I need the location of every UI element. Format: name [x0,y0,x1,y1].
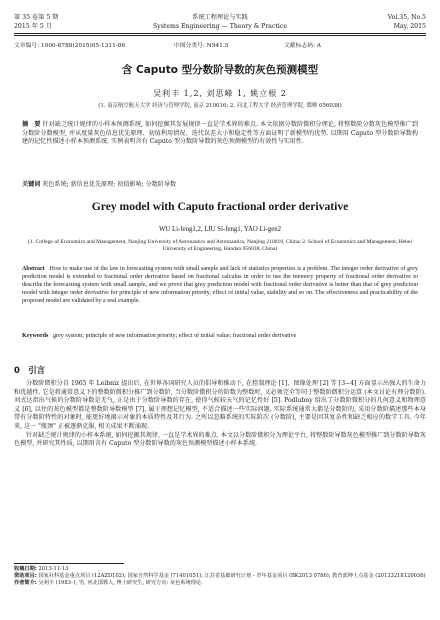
keywords-en-label: Keywords [22,333,49,339]
header-rule-top [14,33,426,34]
title-chinese: 含 Caputo 型分数阶导数的灰色预测模型 [121,64,319,76]
document-code: 文献标志码: A [284,43,321,49]
keywords-chinese [22,181,418,190]
header-volume-en: Vol.35, No.5 [387,14,426,21]
authors-chinese: 吴利丰 1,2, 刘思峰 1, 姚立根 2 [153,89,287,98]
keywords-cn-text: 灰色系统; 新信息优先原理; 初值影响; 分数阶导数 [42,181,177,188]
footnote-rule [14,563,124,564]
header-date-cn: 2015 年 5 月 [14,23,52,30]
affiliation-english: (1. College of Economics and Management, Nanjing University of Aeronautics and Astronautics, Nanjing 210016, China; 2. School of Economics and Management, Hebei University of Engineering, Handan 056038, China) [28,239,412,253]
footnote [14,566,426,588]
keywords-cn-label: 关键词 [22,181,41,188]
header-journal-cn: 系统工程理论与实践 [192,14,248,21]
fund-label: 资助项目: [14,573,37,580]
affiliation-chinese: (1. 南京航空航天大学 经济与管理学院, 南京 210016; 2. 河北工程大学 经济管理学院, 邯郸 056038) [98,103,342,109]
abstract-cn-label: 摘 要 [22,121,41,128]
author-label: 作者简介: [14,580,37,587]
header-journal-en: Systems Engineering — Theory & Practice [152,23,288,30]
header-date-en: May, 2015 [393,23,426,30]
abstract-english [22,265,418,305]
title-english: Grey model with Caputo fractional order derivative [91,200,349,213]
body-text [14,380,426,449]
fund-text: 国家社科基金重点项目 (12AZD102); 国家自然科学基金 (71401051); 江苏省基础研究计划 - 青年基金项目 (BK2013 0786); 教育部博士点基金 (20133218120036) [38,573,426,580]
keywords-english [22,332,418,340]
body-paragraph: 分数阶微积分自 1965 年 Leibniz 提出后, 在世界各国研究人员的倡导和推动下, 在控制理论 [1]、图像处理 [2] 等 [3−4] 方面显示出强大的生命力和优越性. 它是将通常意义下的整数阶微积分推广到分数阶, 当分数阶微积分的阶数为整数时, 又必须完全等同于整数阶微积分运算 (本文讨论有理分数阶). 刘式达指出气候的分数阶导数是无气, 正是由于分数阶导数的存在, 使得气候较天气的记忆性好 [5]. Podlubny 给出了分数阶微积分的几何意义和物理意义 [6], 以往的灰色模型都是整数阶导数模型 [7], 属于理想记忆模型, 不适合描述一些实际问题. 实际系统通常大都是分数阶的, 采用分数阶描述那些本身带有分数阶特性的对象时, 能更好地揭示对象的本质特性及其行为. 之所以忽略系统的实际阶次 (分数阶), 主要是因其复杂性和缺乏相应的数学工具. 今年来, 这一 "瓶颈" 正被逐渐克服, 相关成果不断涌现. [14,380,426,430]
author-bio: 吴利丰 (1983–), 男, 河北邯郸人, 博士研究生, 研究方向: 灰色系统理论. [38,580,203,587]
keywords-en-text: grey system; principle of new information priority; effect of initial value; fractional order derivative [52,333,297,339]
footnote-author [14,580,426,587]
abstract-chinese [22,121,418,147]
clc-number: 中图分类号: N941.5 [174,43,229,49]
section-heading-introduction: 0 引言 [14,365,45,375]
abstract-en-text: How to make use of the law in forecasting system with small sample and lack of statistics properties is a problem. The integer order derivative of grey prediction model is extended to fractional order derivative based on fractional calculus in order to use the memory property of fractional order derivative to describe the forecasting system with small sample, and we prove that grey prediction model with fractional order derivative is better than that of grey prediction model with integer order derivative for principle of new information priority, effect of initial value, stability and so on. The effectiveness and practicability of the proposed model are validated by a real example. [22,266,418,305]
authors-english: WU Li-feng1,2, LIU Si-feng1, YAO Li-gen2 [158,226,282,233]
header-volume-cn: 第 35 卷第 5 期 [14,14,59,21]
received-date: 2013-11-13 [38,566,69,572]
abstract-cn-text: 针对缺乏统计规律的小样本预测系统, 如何挖掘其发展规律一直是学术界的难点. 本文依据分数阶微积分理论, 将整数阶分数灰色模型推广到分数阶分数模型, 并从度量灰色信息优先原理、初值利用情况、迭代误差大小和稳定性等方面证明了新模型的优势. 以期用 Caputo 型分数阶导数构建的记忆性描述小样本预测系统. 实例表明含有 Caputo 型分数阶导数的灰色预测模型的有效性与实用性. [22,121,419,146]
received-label: 收稿日期: [14,566,37,572]
abstract-en-label: Abstract [22,266,45,272]
body-paragraph: 针对缺乏统计规律的小样本系统, 如何挖掘其规律, 一直是学术界的难点. 本文以分数阶微积分为理论平台, 将整数阶导数灰色模型推广到分数阶导数灰色模型, 并研究其性质, 以期用含有 Caputo 型分数阶导数的灰色预测模型描述小样本系统. [14,431,426,448]
article-id: 文章编号: 1000-6788(2015)05-1311-06 [14,43,126,49]
header-rule-bottom [14,35,426,36]
